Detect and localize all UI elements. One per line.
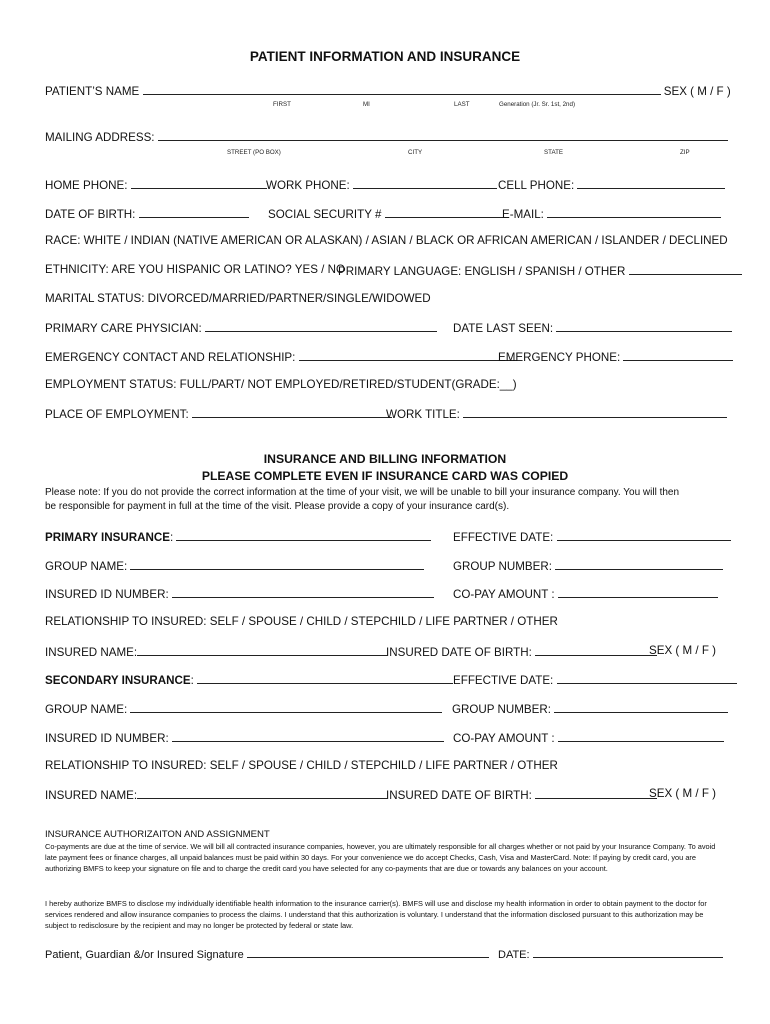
sub-first: FIRST <box>273 101 291 108</box>
cell-phone-field[interactable] <box>577 177 725 189</box>
secondary-insured-dob-field[interactable] <box>535 787 657 799</box>
emergency-contact-group <box>45 349 517 364</box>
primary-insured-name-label: INSURED NAME: <box>45 646 138 659</box>
emergency-phone-label: EMERGENCY PHONE: <box>498 351 621 364</box>
secondary-insured-id-label: INSURED ID NUMBER: <box>45 732 169 745</box>
secondary-insured-name-field[interactable] <box>137 787 387 799</box>
primary-insured-dob-group <box>386 644 657 659</box>
employment-place-field[interactable] <box>192 406 392 418</box>
primary-insured-dob-field[interactable] <box>535 644 657 656</box>
secondary-insured-dob-group <box>386 787 657 802</box>
work-phone-field[interactable] <box>353 177 497 189</box>
emergency-contact-field[interactable] <box>299 349 517 361</box>
email-group <box>502 206 721 221</box>
secondary-insurance-colon: : <box>190 674 194 687</box>
primary-copay-group <box>453 586 718 601</box>
primary-group-name-group <box>45 558 424 573</box>
dob-field[interactable] <box>139 206 249 218</box>
primary-copay-field[interactable] <box>558 586 718 598</box>
pcp-field[interactable] <box>205 320 437 332</box>
form-title: PATIENT INFORMATION AND INSURANCE <box>249 49 521 64</box>
emergency-phone-field[interactable] <box>623 349 733 361</box>
primary-group-name-field[interactable] <box>130 558 424 570</box>
primary-copay-label: CO-PAY AMOUNT : <box>453 588 555 601</box>
sub-street: STREET (PO BOX) <box>227 149 281 156</box>
primary-insurance-group <box>45 529 431 544</box>
employment-place-label: PLACE OF EMPLOYMENT: <box>45 408 189 421</box>
secondary-effective-label: EFFECTIVE DATE: <box>453 674 554 687</box>
dob-label: DATE OF BIRTH: <box>45 208 136 221</box>
primary-effective-label: EFFECTIVE DATE: <box>453 531 554 544</box>
cell-phone-label: CELL PHONE: <box>498 179 575 192</box>
signature-field[interactable] <box>247 946 489 958</box>
sex-label: SEX ( M / F ) <box>663 85 731 98</box>
primary-relationship-line[interactable]: RELATIONSHIP TO INSURED: SELF / SPOUSE / CHILD / STEPCHILD / LIFE PARTNER / OTHER <box>45 615 558 628</box>
secondary-effective-group <box>453 672 737 687</box>
work-title-field[interactable] <box>463 406 727 418</box>
insurance-note-line2: be responsible for payment in full at the time of the visit. Please provide a copy of your insurance card(s). <box>45 501 510 512</box>
secondary-copay-field[interactable] <box>558 730 724 742</box>
patient-name-row <box>45 83 731 98</box>
primary-insured-id-group <box>45 586 434 601</box>
sub-zip: ZIP <box>680 149 690 156</box>
secondary-sex[interactable]: SEX ( M / F ) <box>649 787 716 800</box>
work-phone-group <box>266 177 497 192</box>
secondary-copay-label: CO-PAY AMOUNT : <box>453 732 555 745</box>
signature-date-group <box>498 946 723 961</box>
signature-date-label: DATE: <box>498 949 530 961</box>
secondary-insured-id-group <box>45 730 444 745</box>
primary-group-number-group <box>453 558 723 573</box>
signature-label: Patient, Guardian &/or Insured Signature <box>45 949 244 961</box>
primary-effective-field[interactable] <box>557 529 731 541</box>
language-group <box>338 263 742 278</box>
home-phone-label: HOME PHONE: <box>45 179 128 192</box>
sub-state: STATE <box>544 149 564 156</box>
cell-phone-group <box>498 177 725 192</box>
home-phone-field[interactable] <box>131 177 267 189</box>
patient-name-field[interactable] <box>143 83 661 95</box>
pcp-group <box>45 320 437 335</box>
primary-insured-name-group <box>45 644 387 659</box>
secondary-group-name-field[interactable] <box>130 701 442 713</box>
secondary-group-number-group <box>452 701 728 716</box>
secondary-group-name-label: GROUP NAME: <box>45 703 128 716</box>
ethnicity-line[interactable]: ETHNICITY: ARE YOU HISPANIC OR LATINO? YES / NO <box>45 263 346 276</box>
insurance-subheading: PLEASE COMPLETE EVEN IF INSURANCE CARD WAS COPIED <box>201 469 569 483</box>
authorization-paragraph-1: Co-payments are due at the time of service. We will bill all contracted insurance companies, however, you are ultimately responsible for all charges whether or not paid by your Insurance Company. To avoid late payment fees or finance charges, all unpaid balances must be paid within 30 days. For your convenience we do accept Checks, Cash, Visa and MasterCard. Note: If paying by credit card, you are authorizing BMFS to keep your signature on file and to charge the credit card you have selected for any co-payments that are due or towards any balances on your account. <box>45 842 716 874</box>
emergency-phone-group <box>498 349 733 364</box>
primary-group-number-field[interactable] <box>555 558 723 570</box>
last-seen-group <box>453 320 732 335</box>
secondary-group-number-field[interactable] <box>554 701 728 713</box>
work-title-group <box>386 406 727 421</box>
insurance-heading: INSURANCE AND BILLING INFORMATION <box>263 452 507 466</box>
mailing-label: MAILING ADDRESS: <box>45 131 155 144</box>
secondary-group-number-label: GROUP NUMBER: <box>452 703 551 716</box>
authorization-heading: INSURANCE AUTHORIZAITON AND ASSIGNMENT <box>45 829 270 840</box>
ssn-field[interactable] <box>385 206 509 218</box>
sub-last: LAST <box>454 101 470 108</box>
ssn-group <box>268 206 509 221</box>
mailing-row <box>45 129 728 144</box>
language-label[interactable]: PRIMARY LANGUAGE: ENGLISH / SPANISH / OTHER <box>338 265 626 278</box>
primary-group-name-label: GROUP NAME: <box>45 560 128 573</box>
language-other-field[interactable] <box>629 263 742 275</box>
primary-group-number-label: GROUP NUMBER: <box>453 560 552 573</box>
last-seen-field[interactable] <box>556 320 732 332</box>
primary-insured-id-field[interactable] <box>172 586 434 598</box>
email-label: E-MAIL: <box>502 208 544 221</box>
sub-mi: MI <box>363 101 370 108</box>
dob-group <box>45 206 249 221</box>
mailing-address-field[interactable] <box>158 129 728 141</box>
insurance-note-line1: Please note: If you do not provide the correct information at the time of your visit, we will be unable to bill your insurance company. You will then <box>45 487 680 498</box>
patient-name-label: PATIENT’S NAME <box>45 85 140 98</box>
employment-status-line[interactable]: EMPLOYMENT STATUS: FULL/PART/ NOT EMPLOYED/RETIRED/STUDENT(GRADE:__) <box>45 378 517 391</box>
primary-effective-group <box>453 529 731 544</box>
secondary-insurance-label: SECONDARY INSURANCE <box>45 674 191 687</box>
emergency-contact-label: EMERGENCY CONTACT AND RELATIONSHIP: <box>45 351 296 364</box>
sub-city: CITY <box>408 149 423 156</box>
secondary-group-name-group <box>45 701 442 716</box>
secondary-copay-group <box>453 730 724 745</box>
insurance-note <box>45 486 735 514</box>
pcp-label: PRIMARY CARE PHYSICIAN: <box>45 322 202 335</box>
last-seen-label: DATE LAST SEEN: <box>453 322 554 335</box>
primary-insured-id-label: INSURED ID NUMBER: <box>45 588 169 601</box>
marital-line[interactable]: MARITAL STATUS: DIVORCED/MARRIED/PARTNER/SINGLE/WIDOWED <box>45 292 431 305</box>
secondary-insured-name-group <box>45 787 387 802</box>
home-phone-group <box>45 177 267 192</box>
secondary-insured-name-label: INSURED NAME: <box>45 789 138 802</box>
work-title-label: WORK TITLE: <box>386 408 460 421</box>
signature-date-field[interactable] <box>533 946 723 958</box>
primary-insured-dob-label: INSURED DATE OF BIRTH: <box>386 646 532 659</box>
secondary-effective-field[interactable] <box>557 672 737 684</box>
primary-sex[interactable]: SEX ( M / F ) <box>649 644 716 657</box>
race-line[interactable]: RACE: WHITE / INDIAN (NATIVE AMERICAN OR ALASKAN) / ASIAN / BLACK OR AFRICAN AMERICAN / ISLANDER / DECLINED <box>45 234 728 247</box>
primary-insurance-field[interactable] <box>176 529 431 541</box>
secondary-insurance-field[interactable] <box>197 672 453 684</box>
secondary-relationship-line[interactable]: RELATIONSHIP TO INSURED: SELF / SPOUSE / CHILD / STEPCHILD / LIFE PARTNER / OTHER <box>45 759 558 772</box>
ssn-label: SOCIAL SECURITY # <box>268 208 382 221</box>
primary-insured-name-field[interactable] <box>137 644 387 656</box>
work-phone-label: WORK PHONE: <box>266 179 350 192</box>
signature-group <box>45 946 489 961</box>
secondary-insured-id-field[interactable] <box>172 730 444 742</box>
primary-insurance-label: PRIMARY INSURANCE <box>45 531 170 544</box>
primary-insurance-colon: : <box>169 531 174 544</box>
authorization-paragraph-2: I hereby authorize BMFS to disclose my individually identifiable health information to the insurance carrier(s). BMFS will use and disclose my health information in order to obtain payment to the doctor for services rendered and allow insurance companies to process the claims. I understand that this authorization is voluntary. I understand that the information disclosed pursuant to this authorization may be subject to redisclosure by the recipient and may no longer be protected by federal or state law. <box>45 899 707 931</box>
sub-generation: Generation (Jr. Sr. 1st, 2nd) <box>499 101 576 108</box>
email-field[interactable] <box>547 206 721 218</box>
secondary-insured-dob-label: INSURED DATE OF BIRTH: <box>386 789 532 802</box>
employment-place-group <box>45 406 392 421</box>
secondary-insurance-group <box>45 672 453 687</box>
